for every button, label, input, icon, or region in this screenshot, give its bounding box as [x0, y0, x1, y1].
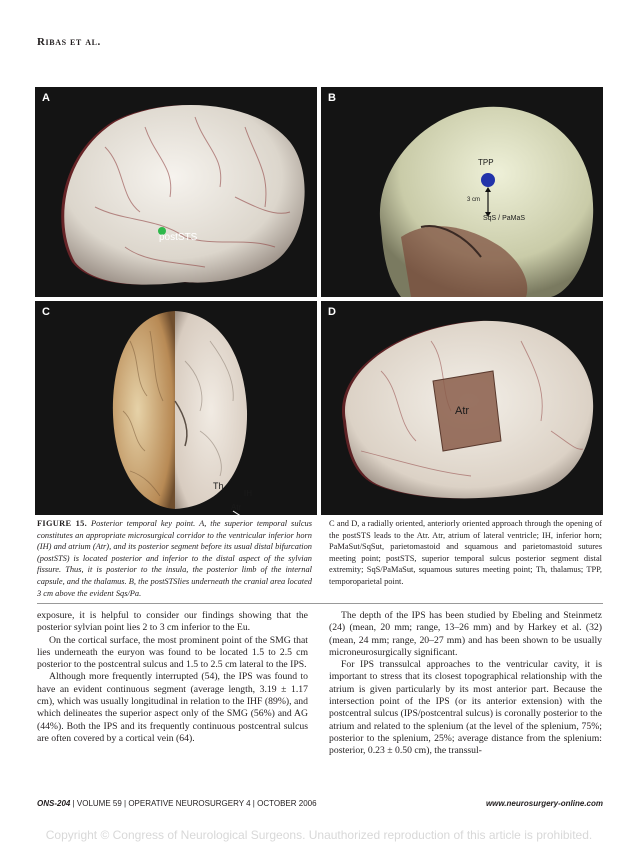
- label-poststs: postSTS: [159, 232, 198, 243]
- footer: [37, 799, 317, 808]
- label-3cm: 3 cm: [467, 197, 481, 203]
- label-atr-d: Atr: [455, 405, 470, 417]
- label-th: Th: [213, 481, 224, 491]
- caption-right: [329, 518, 602, 588]
- body-left-para-1: exposure, it is helpful to consider our findings showing that the posterior sylvian point lies 2 to 3 cm inferior to the Eu.: [37, 610, 308, 634]
- running-head: Ribas et al.: [37, 36, 101, 48]
- panel-d-letter: D: [328, 306, 336, 318]
- caption-left: [37, 518, 312, 599]
- panel-a-image: [35, 87, 317, 297]
- panel-c-image: [35, 301, 317, 515]
- copyright-watermark: Copyright © Congress of Neurological Surgeons. Unauthorized reproduction of this article is prohibited.: [45, 828, 593, 842]
- panel-c: [35, 301, 317, 515]
- label-sqs-pamas: SqS / PaMaS: [483, 215, 526, 222]
- panel-b: [321, 87, 603, 297]
- caption-figure-label: FIGURE 15.: [37, 519, 88, 528]
- figure-15: [35, 87, 603, 515]
- footer-url[interactable]: www.neurosurgery-online.com: [485, 799, 603, 808]
- body-left-para-2: On the cortical surface, the most prominent point of the SMG that lies underneath the euryon was found to be located 1.5 to 2.5 cm posterior to the postcentral sulcus and 1.5 to 2.5 cm lateral to the IPS.: [37, 634, 308, 671]
- marker-tpp: [481, 173, 495, 187]
- panel-b-letter: B: [328, 92, 336, 104]
- body-left-column: [37, 610, 308, 745]
- body-right-column: [329, 610, 602, 758]
- panel-b-image: [321, 87, 603, 297]
- footer-text: | VOLUME 59 | OPERATIVE NEUROSURGERY 4 | OCTOBER 2006: [72, 799, 317, 808]
- caption-left-text: Posterior temporal key point. A, the superior temporal sulcus constitutes an appropriate microsurgical corridor to the ventricular inferior horn (IH) and atrium (Atr), and its posterior segment before its usual distal bifurcation (postSTS) is located posterior and inferior to the distal aspect of the sylvian fissure. Thus, it is posterior to the insula, the posterior limb of the internal capsule, and the thalamus. B, the postSTSlies underneath the cranial area located 3 cm above the evident Sqs/Pa.: [37, 519, 312, 598]
- label-ih: IH: [244, 489, 252, 498]
- body-right-para-1: The depth of the IPS has been studied by Ebeling and Steinmetz (24) (mean, 20 mm; range, 13–26 mm) and by Harkey et al. (32) (mean, 24 mm; range, 20–27 mm) and has been shown to be usually microneurosurgically significant.: [329, 610, 602, 658]
- label-atr-c: Atr: [231, 503, 242, 512]
- panel-c-letter: C: [42, 306, 50, 318]
- footer-journal-code: ONS-204: [37, 799, 71, 808]
- label-tpp: TPP: [478, 158, 494, 167]
- body-left-para-3: Although more frequently interrupted (54), the IPS was found to have an evident continuous segment (average length, 3.19 ± 1.17 cm), which was usually longitudinal in relation to the IHF (89%), and which delineates the superior aspect only of the SMG (56%) and AG (44%). Both the IPS and its frequently continuous postcentral sulcus are often covered by a cortical vein (64).: [37, 671, 308, 744]
- panel-a: [35, 87, 317, 297]
- panel-d: [321, 301, 603, 515]
- panel-a-letter: A: [42, 92, 50, 104]
- caption-right-text: C and D, a radially oriented, anteriorly oriented approach through the opening of the postSTS leads to the Atr. Atr, atrium of lateral ventricle; IH, inferior horn; PaMaSut/SqSut, parietomastoid and squamous and parietomastoid sutures meeting point; postSTS, superior temporal sulcus posterior segment distal extremity; SqS/PaMaSut, squamous sutures meeting point; Th, thalamus; TPP, temporoparietal point.: [329, 519, 602, 586]
- body-right-para-2: For IPS transsulcal approaches to the ventricular cavity, it is important to stress that its closest topographical relationship with the atrium is given particularly by its most anterior part. Because the intersection point of the IPS (or its anterior extension) with the postcentral sulcus (IPS/postcentral sulcus) is coronally posterior to the atrium and related to the splenium (at the level of the splenium, 75%; posterior to the splenium, 25%; average distance from the splenium: posterior, 0.23 ± 0.50 cm), the transsul-: [329, 659, 602, 757]
- caption-divider: [37, 603, 603, 604]
